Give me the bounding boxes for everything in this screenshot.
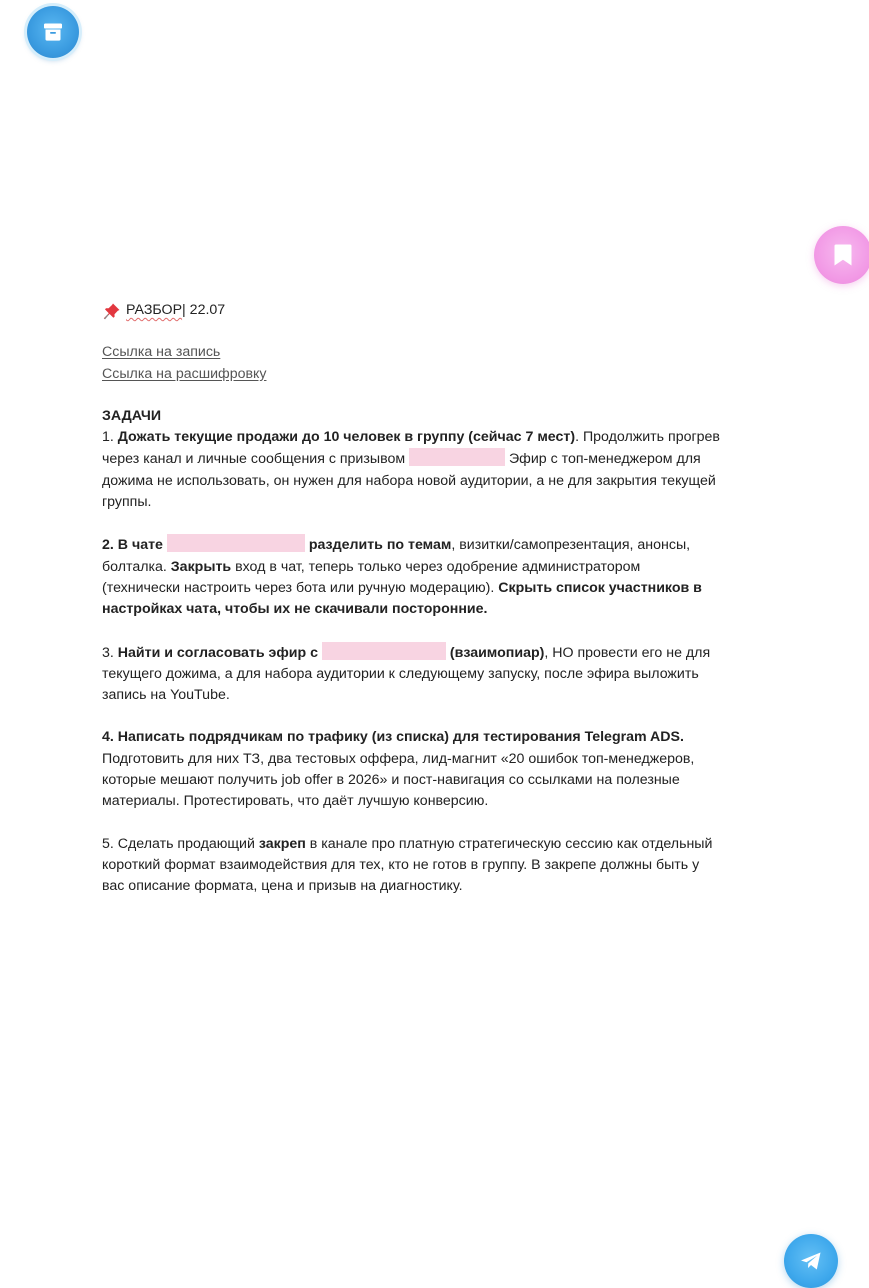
task-4-bold: 4. Написать подрядчикам по трафику (из списка) для тестирования Telegram ADS. bbox=[102, 729, 684, 746]
header-date: | 22.07 bbox=[182, 302, 226, 318]
task-4-text: Подготовить для них ТЗ, два тестовых оффера, лид-магнит «20 ошибок топ-менеджеров, которые мешают получить job offer в 2026» и пост-навигация со ссылками на полезные материалы. Протестировать, что даёт лучшую конверсию. bbox=[102, 750, 695, 810]
bookmark-icon bbox=[831, 242, 855, 268]
task-1-text-b: Эфир с топ-менеджером для дожима не использовать, он нужен для набора новой аудитории, а не для закрытия текущей группы. bbox=[102, 451, 716, 511]
task-1-bold: Дожать текущие продажи до 10 человек в группу (сейчас 7 мест) bbox=[117, 429, 576, 446]
task-3 bbox=[102, 642, 722, 707]
document-body bbox=[102, 300, 722, 919]
task-2-bold-c: Закрыть bbox=[170, 558, 232, 575]
task-2-text-a: , визитки/самопрезентация, анонсы, болталка. bbox=[102, 537, 691, 575]
task-5-text-b: в канале про платную стратегическую сессию как отдельный короткий формат взаимодействия для тех, кто не готов в группу. В закрепе должны быть у вас описание формата, цена и призыв на диагностику. bbox=[102, 835, 713, 895]
bookmark-button[interactable] bbox=[814, 226, 869, 284]
task-1-number: 1. bbox=[102, 429, 118, 446]
header-title: РАЗБОР bbox=[126, 302, 183, 318]
task-5-bold: закреп bbox=[258, 835, 306, 852]
telegram-icon bbox=[797, 1247, 825, 1275]
task-4 bbox=[102, 727, 722, 812]
task-5-text-a: Сделать продающий bbox=[117, 835, 259, 852]
task-2-bold-d: Скрыть список участников в настройках чата, чтобы их не скачивали посторонние. bbox=[102, 579, 702, 618]
pushpin-icon bbox=[102, 302, 122, 320]
links-block bbox=[102, 342, 722, 385]
redacted-block bbox=[322, 642, 446, 660]
section-title: ЗАДАЧИ bbox=[102, 407, 162, 424]
transcript-link[interactable]: Ссылка на расшифровку bbox=[102, 365, 267, 382]
task-3-text: , НО провести его не для текущего дожима, а для набора аудитории к следующему запуску, после эфира выложить запись на YouTube. bbox=[102, 644, 711, 704]
task-3-bold-a: Найти и согласовать эфир с bbox=[117, 644, 322, 661]
redacted-block bbox=[409, 448, 505, 466]
task-3-number: 3. bbox=[102, 644, 118, 661]
task-2-bold-b: разделить по темам bbox=[304, 537, 452, 554]
task-2-bold-a: 2. В чате bbox=[102, 537, 167, 554]
archive-button[interactable] bbox=[27, 6, 79, 58]
task-2-text-b: вход в чат, теперь только через одобрение администратором (технически настроить через бота или ручную модерацию). bbox=[102, 558, 641, 596]
archive-icon bbox=[41, 20, 65, 44]
task-2 bbox=[102, 534, 722, 620]
doc-header bbox=[102, 300, 722, 321]
recording-link[interactable]: Ссылка на запись bbox=[102, 344, 221, 361]
task-1 bbox=[102, 427, 722, 513]
task-1-text-a: . Продолжить прогрев через канал и личные сообщения с призывом bbox=[102, 429, 720, 468]
redacted-block bbox=[167, 534, 305, 552]
task-5 bbox=[102, 834, 722, 898]
task-3-bold-b: (взаимопиар) bbox=[445, 644, 545, 661]
task-5-number: 5. bbox=[102, 835, 118, 852]
